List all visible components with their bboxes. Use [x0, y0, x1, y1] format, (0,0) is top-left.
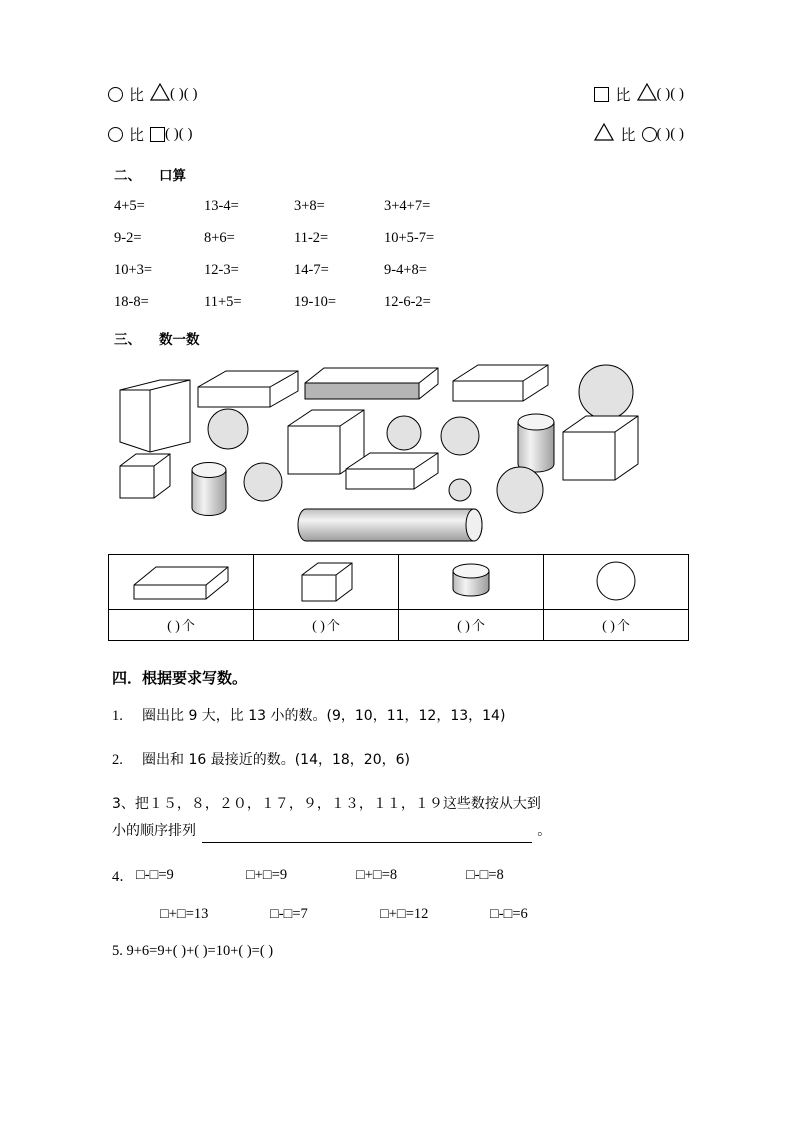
count-answer-cell[interactable] [399, 610, 544, 641]
answer-blank[interactable]: ( ) [165, 125, 179, 142]
compare-word: 比 [615, 85, 631, 104]
compare-item-left [108, 83, 198, 106]
table-row [109, 555, 689, 610]
count-blank[interactable]: ( ) [602, 619, 615, 634]
answer-blank[interactable]: ( ) [170, 85, 184, 102]
section3-title: 数一数 [159, 332, 200, 348]
question-number: 4． [112, 869, 134, 885]
question-text: 圈出和 16 最接近的数。(14，18，20，6) [142, 751, 410, 768]
arithmetic-row [114, 254, 698, 286]
arithmetic-item[interactable]: 14-7= [294, 261, 329, 278]
question-4-row-1 [112, 865, 698, 886]
arithmetic-item[interactable]: 11+5= [204, 293, 242, 310]
table-cell-shape-cylinder [399, 555, 544, 610]
count-unit: 个 [181, 619, 195, 634]
equation-item[interactable]: □-□=7 [270, 906, 308, 922]
compare-row [108, 114, 698, 154]
count-blank[interactable]: ( ) [312, 619, 325, 634]
arithmetic-row [114, 286, 698, 318]
arithmetic-item[interactable]: 9-4+8= [384, 261, 427, 278]
compare-row [108, 74, 698, 114]
arithmetic-item[interactable]: 9-2= [114, 229, 142, 246]
arithmetic-item[interactable]: 3+8= [294, 197, 325, 214]
circle-icon [642, 127, 657, 142]
arithmetic-row [114, 222, 698, 254]
arithmetic-item[interactable]: 19-10= [294, 293, 337, 310]
answer-blank[interactable]: ( ) [670, 85, 684, 102]
arithmetic-grid [114, 190, 698, 318]
equation-item[interactable]: □-□=6 [490, 906, 528, 922]
count-unit: 个 [616, 619, 630, 634]
table-row [109, 610, 689, 641]
arithmetic-item[interactable]: 10+5-7= [384, 229, 435, 246]
count-blank[interactable]: ( ) [167, 619, 180, 634]
answer-blank[interactable]: ( ) [183, 85, 198, 102]
question-1 [112, 706, 698, 728]
question-4-row-2 [112, 906, 698, 923]
section2-title: 口算 [159, 168, 186, 184]
square-icon [594, 87, 609, 102]
equation-item[interactable]: □+□=8 [356, 867, 398, 883]
arithmetic-item[interactable]: 10+3= [114, 261, 153, 278]
compare-item-left [108, 124, 193, 145]
arithmetic-item[interactable]: 11-2= [294, 229, 329, 246]
triangle-icon [637, 83, 657, 106]
equation-item[interactable]: □-□=8 [466, 867, 504, 883]
count-blank[interactable]: ( ) [457, 619, 470, 634]
arithmetic-item[interactable]: 4+5= [114, 197, 145, 214]
arithmetic-item[interactable]: 3+4+7= [384, 197, 431, 214]
compare-word: 比 [129, 125, 145, 144]
equation-item[interactable]: □+□=12 [380, 906, 429, 922]
question-number: 2. [112, 751, 123, 768]
question-3 [112, 794, 698, 816]
question-number: 1. [112, 708, 123, 724]
question-5[interactable]: 5. 9+6=9+( )+( )=10+( )=( ) [112, 943, 274, 959]
table-cell-shape-cuboid [109, 555, 254, 610]
answer-blank[interactable]: ( ) [656, 85, 671, 102]
compare-item-right [594, 83, 698, 106]
triangle-icon [594, 123, 614, 146]
question-period: 。 [537, 823, 552, 840]
table-cell-shape-cube [254, 555, 399, 610]
compare-section [108, 74, 698, 154]
question-text: 3、把１５，８，２０，１７，９，１３，１１，１９这些数按从大到 [112, 795, 541, 812]
answer-underline[interactable] [202, 828, 532, 843]
answer-blank[interactable]: ( ) [178, 125, 193, 142]
question-text: 圈出比 9 大，比 13 小的数。(9，10，11，12，13，14) [142, 708, 506, 724]
table-cell-shape-circle [544, 555, 689, 610]
square-icon [150, 127, 165, 142]
section3-heading [114, 328, 698, 348]
arithmetic-item[interactable]: 13-4= [204, 197, 239, 214]
compare-word: 比 [620, 125, 636, 144]
compare-word: 比 [129, 85, 145, 104]
arithmetic-item[interactable]: 8+6= [204, 229, 235, 246]
compare-item-right [594, 123, 698, 146]
arithmetic-item[interactable]: 12-6-2= [384, 293, 431, 310]
answer-blank[interactable]: ( ) [656, 125, 671, 142]
section3-index: 三、 [114, 332, 141, 348]
section2-heading [114, 164, 698, 184]
arithmetic-item[interactable]: 18-8= [114, 293, 149, 310]
section4-heading: 四．根据要求写数。 [112, 669, 248, 687]
equation-item[interactable]: □-□=9 [136, 867, 174, 883]
question-3-line2 [112, 821, 698, 843]
circle-icon [108, 87, 123, 102]
answer-blank[interactable]: ( ) [670, 125, 684, 142]
circle-icon [108, 127, 123, 142]
question-text-continued: 小的顺序排列 [112, 823, 196, 840]
count-answer-cell[interactable] [544, 610, 689, 641]
count-table [108, 554, 689, 641]
count-answer-cell[interactable] [109, 610, 254, 641]
arithmetic-row [114, 190, 698, 222]
count-unit: 个 [326, 619, 340, 634]
count-answer-cell[interactable] [254, 610, 399, 641]
section2-index: 二、 [114, 168, 141, 184]
equation-item[interactable]: □+□=13 [160, 906, 209, 922]
equation-item[interactable]: □+□=9 [246, 867, 288, 883]
count-unit: 个 [471, 619, 485, 634]
arithmetic-item[interactable]: 12-3= [204, 261, 239, 278]
triangle-icon [150, 83, 170, 106]
solids-illustration [108, 354, 698, 544]
question-2 [112, 750, 698, 772]
